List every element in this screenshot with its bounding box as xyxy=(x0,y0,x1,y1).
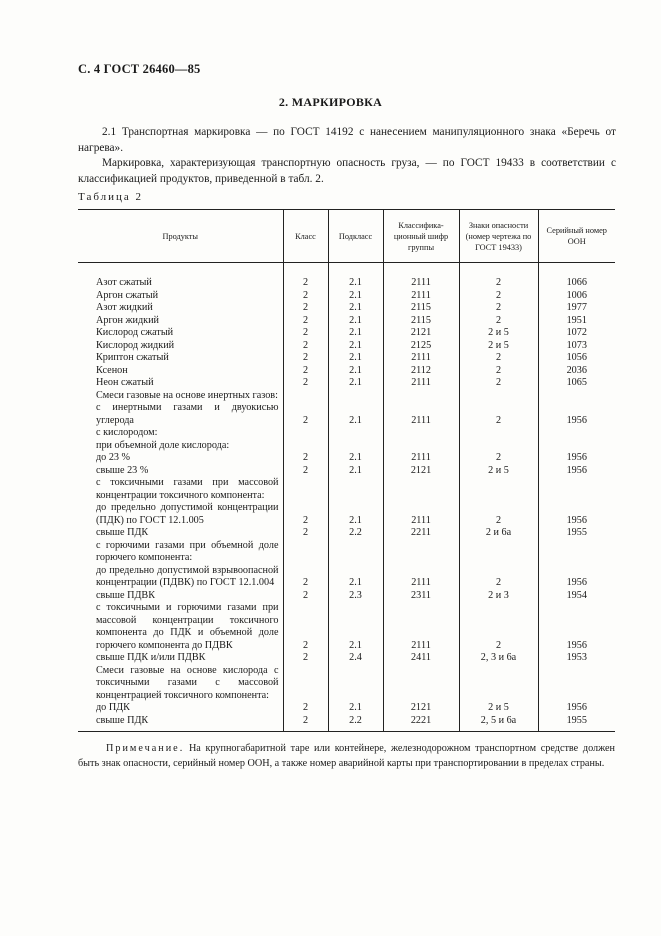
signs-cell: 2 xyxy=(459,602,538,652)
code-cell: 2411 xyxy=(383,652,459,665)
table-row xyxy=(78,315,615,328)
code-cell: 2111 xyxy=(383,352,459,365)
subclass-cell: 2.1 xyxy=(328,402,383,427)
signs-cell: 2 xyxy=(459,302,538,315)
subclass-cell xyxy=(328,540,383,565)
class-cell: 2 xyxy=(283,602,328,652)
subclass-cell: 2.4 xyxy=(328,652,383,665)
signs-cell: 2 xyxy=(459,565,538,590)
class-cell: 2 xyxy=(283,527,328,540)
class-cell: 2 xyxy=(283,277,328,290)
table-body xyxy=(78,263,615,732)
product-cell: свыше ПДВК xyxy=(96,589,155,601)
col-header-products: Продукты xyxy=(78,210,283,263)
code-cell: 2111 xyxy=(383,602,459,652)
subclass-cell: 2.1 xyxy=(328,315,383,328)
table-row xyxy=(78,665,615,703)
product-cell: Кислород сжатый xyxy=(96,327,174,338)
un-cell: 1956 xyxy=(538,502,615,527)
table-row xyxy=(78,477,615,502)
un-cell: 2036 xyxy=(538,365,615,378)
code-cell: 2221 xyxy=(383,715,459,732)
table-row xyxy=(78,390,615,403)
signs-cell: 2 и 5 xyxy=(459,340,538,353)
code-cell: 2111 xyxy=(383,277,459,290)
table-row xyxy=(78,540,615,565)
code-cell: 2311 xyxy=(383,590,459,603)
signs-cell: 2 xyxy=(459,315,538,328)
class-cell xyxy=(283,665,328,703)
product-cell: свыше 23 % xyxy=(96,464,149,476)
product-cell: Смеси газовые на основе кислорода с токсичными газами с массовой концентрацией токсичного компонента: xyxy=(96,664,279,701)
signs-cell: 2 xyxy=(459,377,538,390)
table-row xyxy=(78,302,615,315)
code-cell: 2111 xyxy=(383,565,459,590)
product-cell: Азот сжатый xyxy=(96,277,152,288)
signs-cell: 2, 5 и 6а xyxy=(459,715,538,732)
code-cell: 2121 xyxy=(383,702,459,715)
table-row xyxy=(78,565,615,590)
un-cell xyxy=(538,427,615,440)
table-spacer-row xyxy=(78,263,615,278)
signs-cell xyxy=(459,440,538,453)
code-cell xyxy=(383,427,459,440)
class-cell xyxy=(283,540,328,565)
table-row xyxy=(78,465,615,478)
un-cell xyxy=(538,477,615,502)
signs-cell: 2 и 6а xyxy=(459,527,538,540)
subclass-cell: 2.1 xyxy=(328,502,383,527)
table-row xyxy=(78,340,615,353)
table-row xyxy=(78,427,615,440)
marking-table xyxy=(78,209,615,731)
subclass-cell: 2.3 xyxy=(328,590,383,603)
signs-cell: 2 xyxy=(459,290,538,303)
class-cell: 2 xyxy=(283,565,328,590)
class-cell: 2 xyxy=(283,402,328,427)
table-row xyxy=(78,352,615,365)
subclass-cell: 2.1 xyxy=(328,290,383,303)
table-row xyxy=(78,715,615,732)
note-label: Примечание. xyxy=(106,743,185,754)
signs-cell: 2 xyxy=(459,365,538,378)
un-cell: 1072 xyxy=(538,327,615,340)
class-cell: 2 xyxy=(283,352,328,365)
subclass-cell: 2.1 xyxy=(328,302,383,315)
un-cell: 1977 xyxy=(538,302,615,315)
table-row xyxy=(78,377,615,390)
class-cell: 2 xyxy=(283,315,328,328)
code-cell xyxy=(383,665,459,703)
code-cell xyxy=(383,540,459,565)
un-cell xyxy=(538,665,615,703)
product-cell: Криптон сжатый xyxy=(96,352,169,363)
un-cell: 1953 xyxy=(538,652,615,665)
table-row xyxy=(78,527,615,540)
class-cell xyxy=(283,427,328,440)
subclass-cell: 2.2 xyxy=(328,527,383,540)
un-cell: 1056 xyxy=(538,352,615,365)
class-cell: 2 xyxy=(283,327,328,340)
un-cell xyxy=(538,440,615,453)
un-cell: 1006 xyxy=(538,290,615,303)
product-cell: до предельно допустимой концентрации (ПДК) по ГОСТ 12.1.005 xyxy=(96,502,279,526)
class-cell xyxy=(283,477,328,502)
subclass-cell xyxy=(328,665,383,703)
class-cell xyxy=(283,390,328,403)
product-cell: с кислородом: xyxy=(96,427,158,438)
class-cell: 2 xyxy=(283,302,328,315)
product-cell: Неон сжатый xyxy=(96,377,154,388)
col-header-class: Класс xyxy=(283,210,328,263)
product-cell: свыше ПДК и/или ПДВК xyxy=(96,652,206,663)
paragraph-marking: Маркировка, характеризующая транспортную опасность груза, — по ГОСТ 19433 в соответствии с классификацией продуктов, приведенной в табл. 2. xyxy=(78,157,616,185)
un-cell: 1951 xyxy=(538,315,615,328)
un-cell xyxy=(538,390,615,403)
subclass-cell xyxy=(328,440,383,453)
un-cell: 1066 xyxy=(538,277,615,290)
un-cell: 1956 xyxy=(538,565,615,590)
table-row xyxy=(78,502,615,527)
col-header-code: Классифика-ционный шифр группы xyxy=(383,210,459,263)
subclass-cell: 2.1 xyxy=(328,277,383,290)
un-cell: 1956 xyxy=(538,452,615,465)
class-cell: 2 xyxy=(283,715,328,732)
col-header-subclass: Подкласс xyxy=(328,210,383,263)
class-cell xyxy=(283,440,328,453)
code-cell: 2211 xyxy=(383,527,459,540)
table-row xyxy=(78,452,615,465)
code-cell: 2111 xyxy=(383,502,459,527)
table-header-row xyxy=(78,210,615,263)
un-cell: 1065 xyxy=(538,377,615,390)
code-cell xyxy=(383,477,459,502)
code-cell: 2125 xyxy=(383,340,459,353)
table-row xyxy=(78,602,615,652)
class-cell: 2 xyxy=(283,377,328,390)
class-cell: 2 xyxy=(283,702,328,715)
paragraph-2-1: 2.1 Транспортная маркировка — по ГОСТ 14192 с нанесением манипуляционного знака «Беречь от нагрева». xyxy=(78,126,616,154)
product-cell: с инертными газами и двуокисью углерода xyxy=(96,402,279,426)
table-row xyxy=(78,652,615,665)
subclass-cell: 2.1 xyxy=(328,340,383,353)
table-bottom-rule xyxy=(78,731,615,732)
note-text: На крупногабаритной таре или контейнере, железнодорожном транспортном средстве должен быть знак опасности, серийный номер ООН, а также номер аварийной карты при транспортировании в пределах страны. xyxy=(78,743,615,769)
class-cell: 2 xyxy=(283,590,328,603)
un-cell xyxy=(538,540,615,565)
table-row xyxy=(78,277,615,290)
un-cell: 1956 xyxy=(538,402,615,427)
code-cell: 2111 xyxy=(383,377,459,390)
col-header-un: Серийный номер ООН xyxy=(538,210,615,263)
product-cell: свыше ПДК xyxy=(96,714,149,726)
signs-cell: 2 xyxy=(459,402,538,427)
product-cell: Кислород жидкий xyxy=(96,339,175,351)
product-cell: с токсичными газами при массовой концентрации токсичного компонента: xyxy=(96,477,279,501)
subclass-cell xyxy=(328,477,383,502)
signs-cell: 2 xyxy=(459,502,538,527)
col-header-signs: Знаки опасности (номер чертежа по ГОСТ 19433) xyxy=(459,210,538,263)
code-cell: 2121 xyxy=(383,327,459,340)
subclass-cell: 2.1 xyxy=(328,565,383,590)
signs-cell: 2 xyxy=(459,277,538,290)
product-cell: Аргон жидкий xyxy=(96,314,159,326)
un-cell: 1955 xyxy=(538,527,615,540)
table-note xyxy=(78,741,615,771)
subclass-cell: 2.1 xyxy=(328,465,383,478)
un-cell: 1956 xyxy=(538,465,615,478)
product-cell: до 23 % xyxy=(96,452,131,463)
un-cell: 1956 xyxy=(538,602,615,652)
code-cell: 2112 xyxy=(383,365,459,378)
code-cell: 2111 xyxy=(383,402,459,427)
product-cell: до ПДК xyxy=(96,702,130,713)
signs-cell: 2 xyxy=(459,452,538,465)
signs-cell: 2 и 5 xyxy=(459,465,538,478)
product-cell: Азот жидкий xyxy=(96,302,153,313)
signs-cell xyxy=(459,390,538,403)
product-cell: Аргон сжатый xyxy=(96,289,159,301)
table-row xyxy=(78,327,615,340)
un-cell: 1956 xyxy=(538,702,615,715)
table-row xyxy=(78,702,615,715)
table-row xyxy=(78,365,615,378)
table-caption: Таблица 2 xyxy=(78,191,144,203)
subclass-cell: 2.1 xyxy=(328,327,383,340)
signs-cell: 2 и 3 xyxy=(459,590,538,603)
signs-cell xyxy=(459,665,538,703)
class-cell: 2 xyxy=(283,290,328,303)
signs-cell xyxy=(459,427,538,440)
product-cell: до предельно допустимой взрывоопасной концентрации (ПДВК) по ГОСТ 12.1.004 xyxy=(96,564,279,588)
section-title: 2. МАРКИРОВКА xyxy=(278,95,383,109)
table-row xyxy=(78,290,615,303)
un-cell: 1955 xyxy=(538,715,615,732)
code-cell: 2121 xyxy=(383,465,459,478)
signs-cell xyxy=(459,477,538,502)
signs-cell: 2 xyxy=(459,352,538,365)
subclass-cell: 2.1 xyxy=(328,377,383,390)
product-cell: Ксенон xyxy=(96,364,128,376)
subclass-cell xyxy=(328,427,383,440)
subclass-cell: 2.2 xyxy=(328,715,383,732)
code-cell: 2115 xyxy=(383,315,459,328)
code-cell xyxy=(383,390,459,403)
class-cell: 2 xyxy=(283,365,328,378)
subclass-cell: 2.1 xyxy=(328,365,383,378)
class-cell: 2 xyxy=(283,502,328,527)
product-cell: Смеси газовые на основе инертных газов: xyxy=(96,389,278,401)
subclass-cell: 2.1 xyxy=(328,602,383,652)
product-cell: с токсичными и горючими газами при массовой концентрации токсичного компонента до ПДК и объемной доле горючего компонента до ПДВК xyxy=(96,602,279,651)
table-row xyxy=(78,402,615,427)
subclass-cell: 2.1 xyxy=(328,452,383,465)
subclass-cell: 2.1 xyxy=(328,702,383,715)
class-cell: 2 xyxy=(283,465,328,478)
signs-cell: 2 и 5 xyxy=(459,327,538,340)
product-cell: свыше ПДК xyxy=(96,527,149,538)
class-cell: 2 xyxy=(283,452,328,465)
code-cell xyxy=(383,440,459,453)
product-cell: с горючими газами при объемной доле горючего компонента: xyxy=(96,539,279,563)
code-cell: 2111 xyxy=(383,452,459,465)
table-row xyxy=(78,590,615,603)
signs-cell xyxy=(459,540,538,565)
product-cell: при объемной доле кислорода: xyxy=(96,439,230,451)
un-cell: 1073 xyxy=(538,340,615,353)
signs-cell: 2, 3 и 6а xyxy=(459,652,538,665)
signs-cell: 2 и 5 xyxy=(459,702,538,715)
un-cell: 1954 xyxy=(538,590,615,603)
code-cell: 2111 xyxy=(383,290,459,303)
subclass-cell xyxy=(328,390,383,403)
class-cell: 2 xyxy=(283,340,328,353)
class-cell: 2 xyxy=(283,652,328,665)
subclass-cell: 2.1 xyxy=(328,352,383,365)
code-cell: 2115 xyxy=(383,302,459,315)
table-row xyxy=(78,440,615,453)
page-header: С. 4 ГОСТ 26460—85 xyxy=(78,62,201,76)
